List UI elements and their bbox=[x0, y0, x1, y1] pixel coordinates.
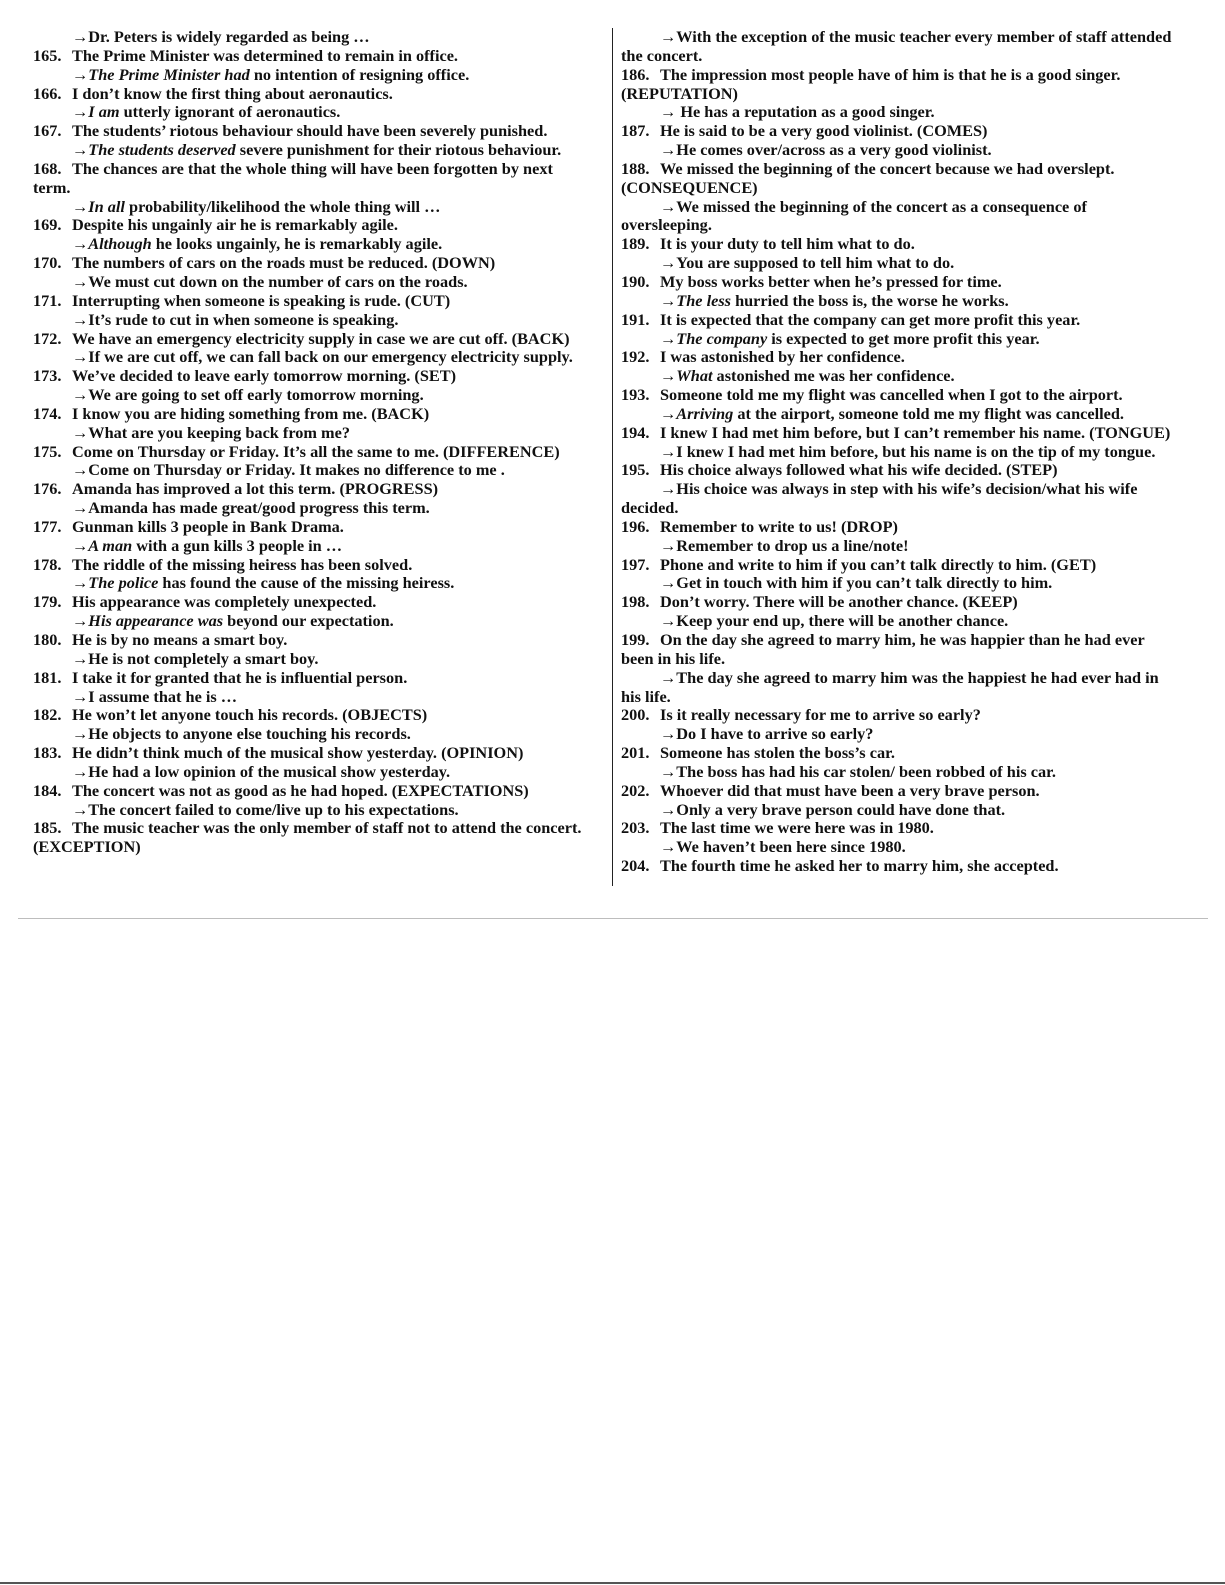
line-text: → bbox=[72, 611, 89, 631]
answer-line bbox=[33, 66, 593, 85]
line-text: Interrupting when someone is speaking is rude. (CUT) bbox=[72, 290, 451, 310]
answer-line bbox=[621, 669, 1187, 688]
answer-line bbox=[621, 537, 1187, 556]
line-text: →Only a very brave person could have done that. bbox=[660, 799, 1006, 819]
question-line bbox=[621, 386, 1187, 405]
question-line bbox=[33, 631, 593, 650]
question-number: 193. bbox=[621, 385, 650, 405]
line-text: The students’ riotous behaviour should have been severely punished. bbox=[72, 121, 548, 141]
line-text: with a gun kills 3 people in … bbox=[132, 535, 343, 555]
question-number: 192. bbox=[621, 347, 650, 367]
answer-line bbox=[33, 103, 593, 122]
question-line bbox=[621, 819, 1187, 838]
italic-text: Arriving bbox=[676, 403, 734, 423]
answer-line bbox=[621, 367, 1187, 386]
line-text: Someone told me my flight was cancelled when I got to the airport. bbox=[660, 385, 1123, 405]
line-text: →You are supposed to tell him what to do. bbox=[660, 253, 955, 273]
italic-text: The company bbox=[676, 328, 768, 348]
answer-line bbox=[33, 574, 593, 593]
line-text: He didn’t think much of the musical show yesterday. (OPINION) bbox=[72, 743, 524, 763]
question-line bbox=[621, 348, 1187, 367]
question-line bbox=[33, 556, 593, 575]
line-text: utterly ignorant of aeronautics. bbox=[119, 102, 341, 122]
answer-line bbox=[33, 28, 593, 47]
question-line bbox=[621, 235, 1187, 254]
question-number: 189. bbox=[621, 234, 650, 254]
line-text: is expected to get more profit this year. bbox=[767, 328, 1040, 348]
question-line bbox=[33, 160, 593, 179]
italic-text: Although bbox=[88, 234, 152, 254]
question-line bbox=[33, 292, 593, 311]
line-text: His appearance was completely unexpected. bbox=[72, 592, 377, 612]
question-line bbox=[621, 556, 1187, 575]
question-line bbox=[621, 593, 1187, 612]
answer-line bbox=[33, 141, 593, 160]
question-number: 173. bbox=[33, 366, 62, 386]
line-text: → bbox=[72, 102, 89, 122]
line-text: decided. bbox=[621, 498, 679, 518]
answer-line bbox=[33, 348, 593, 367]
question-number: 200. bbox=[621, 705, 650, 725]
line-text: → bbox=[72, 573, 89, 593]
line-text: On the day she agreed to marry him, he was happier than he had ever bbox=[660, 630, 1145, 649]
line-text: →With the exception of the music teacher every member of staff attended bbox=[660, 27, 1172, 46]
line-text: We have an emergency electricity supply in case we are cut off. (BACK) bbox=[72, 328, 570, 348]
line-text: I was astonished by her confidence. bbox=[660, 347, 905, 367]
line-text: My boss works better when he’s pressed for time. bbox=[660, 271, 1002, 291]
question-line bbox=[33, 706, 593, 725]
line-text: (EXCEPTION) bbox=[33, 837, 141, 857]
question-line bbox=[33, 85, 593, 104]
question-number: 199. bbox=[621, 630, 650, 649]
line-text: at the airport, someone told me my flight was cancelled. bbox=[733, 403, 1124, 423]
continuation-line bbox=[621, 47, 1187, 66]
line-text: Don’t worry. There will be another chance. (KEEP) bbox=[660, 592, 1018, 612]
answer-line bbox=[33, 386, 593, 405]
question-number: 172. bbox=[33, 328, 62, 348]
line-text: →We haven’t been here since 1980. bbox=[660, 837, 906, 857]
continuation-line bbox=[33, 179, 593, 198]
answer-line bbox=[621, 330, 1187, 349]
answer-line bbox=[33, 198, 593, 217]
italic-text: The students deserved bbox=[88, 140, 236, 160]
question-line bbox=[33, 254, 593, 273]
answer-line bbox=[621, 612, 1187, 631]
answer-line bbox=[33, 688, 593, 707]
column-divider bbox=[612, 28, 613, 886]
line-text: Is it really necessary for me to arrive so early? bbox=[660, 705, 981, 725]
line-text: Come on Thursday or Friday. It’s all the same to me. (DIFFERENCE) bbox=[72, 441, 560, 461]
line-text: → bbox=[660, 328, 677, 348]
line-text: Amanda has improved a lot this term. (PROGRESS) bbox=[72, 479, 439, 499]
italic-text: The police bbox=[88, 573, 159, 593]
line-text: → bbox=[72, 196, 89, 216]
answer-line bbox=[621, 141, 1187, 160]
question-line bbox=[33, 443, 593, 462]
line-text: (CONSEQUENCE) bbox=[621, 177, 758, 197]
line-text: →Dr. Peters is widely regarded as being … bbox=[72, 27, 370, 46]
line-text: →We must cut down on the number of cars on the roads. bbox=[72, 271, 468, 291]
question-number: 182. bbox=[33, 705, 62, 725]
question-line bbox=[33, 216, 593, 235]
line-text: →We are going to set off early tomorrow morning. bbox=[72, 385, 424, 405]
line-text: His choice always followed what his wife decided. (STEP) bbox=[660, 460, 1058, 480]
question-number: 203. bbox=[621, 818, 650, 838]
question-line bbox=[33, 330, 593, 349]
line-text: →His choice was always in step with his wife’s decision/what his wife bbox=[660, 479, 1138, 499]
line-text: I take it for granted that he is influential person. bbox=[72, 667, 408, 687]
line-text: Despite his ungainly air he is remarkably agile. bbox=[72, 215, 398, 235]
line-text: →He is not completely a smart boy. bbox=[72, 648, 319, 668]
question-line bbox=[33, 47, 593, 66]
line-text: probability/likelihood the whole thing will … bbox=[124, 196, 441, 216]
question-line bbox=[621, 782, 1187, 801]
question-number: 166. bbox=[33, 83, 62, 103]
line-text: severe punishment for their riotous behaviour. bbox=[235, 140, 562, 160]
answer-line bbox=[621, 103, 1187, 122]
question-number: 167. bbox=[33, 121, 62, 141]
answer-line bbox=[621, 725, 1187, 744]
answer-line bbox=[621, 292, 1187, 311]
question-number: 178. bbox=[33, 554, 62, 574]
italic-text: The less bbox=[676, 290, 731, 310]
line-text: →The boss has had his car stolen/ been robbed of his car. bbox=[660, 761, 1056, 781]
question-line bbox=[33, 480, 593, 499]
line-text: →Keep your end up, there will be another chance. bbox=[660, 611, 1009, 631]
italic-text: In all bbox=[88, 196, 125, 216]
question-line bbox=[33, 518, 593, 537]
answer-line bbox=[621, 198, 1187, 217]
question-number: 176. bbox=[33, 479, 62, 499]
answer-line bbox=[33, 537, 593, 556]
question-number: 186. bbox=[621, 64, 650, 84]
line-text: Remember to write to us! (DROP) bbox=[660, 516, 898, 536]
line-text: → He has a reputation as a good singer. bbox=[660, 102, 935, 122]
question-line bbox=[621, 518, 1187, 537]
question-line bbox=[33, 405, 593, 424]
question-number: 169. bbox=[33, 215, 62, 235]
line-text: no intention of resigning office. bbox=[249, 64, 470, 84]
answer-line bbox=[621, 405, 1187, 424]
line-text: the concert. bbox=[621, 45, 703, 65]
question-number: 179. bbox=[33, 592, 62, 612]
page-bottom-border bbox=[0, 1582, 1225, 1584]
line-text: → bbox=[660, 403, 677, 423]
question-number: 177. bbox=[33, 516, 62, 536]
question-number: 196. bbox=[621, 516, 650, 536]
italic-text: The Prime Minister had bbox=[88, 64, 250, 84]
line-text: → bbox=[72, 140, 89, 160]
question-line bbox=[33, 744, 593, 763]
line-text: →I assume that he is … bbox=[72, 686, 238, 706]
question-number: 197. bbox=[621, 554, 650, 574]
answer-line bbox=[33, 499, 593, 518]
line-text: he looks ungainly, he is remarkably agile. bbox=[151, 234, 443, 254]
question-number: 170. bbox=[33, 253, 62, 273]
continuation-line bbox=[621, 499, 1187, 518]
line-text: →He comes over/across as a very good violinist. bbox=[660, 140, 992, 160]
question-number: 175. bbox=[33, 441, 62, 461]
question-line bbox=[33, 367, 593, 386]
question-line bbox=[33, 782, 593, 801]
italic-text: I am bbox=[88, 102, 120, 122]
question-number: 187. bbox=[621, 121, 650, 141]
answer-line bbox=[621, 801, 1187, 820]
line-text: Someone has stolen the boss’s car. bbox=[660, 743, 895, 763]
line-text: →The concert failed to come/live up to his expectations. bbox=[72, 799, 459, 819]
line-text: hurried the boss is, the worse he works. bbox=[731, 290, 1009, 310]
line-text: The fourth time he asked her to marry him, she accepted. bbox=[660, 856, 1059, 876]
question-number: 191. bbox=[621, 309, 650, 329]
question-number: 171. bbox=[33, 290, 62, 310]
line-text: He is said to be a very good violinist. (COMES) bbox=[660, 121, 988, 141]
question-number: 190. bbox=[621, 271, 650, 291]
question-number: 180. bbox=[33, 630, 62, 649]
question-line bbox=[33, 819, 593, 838]
line-text: The chances are that the whole thing will have been forgotten by next bbox=[72, 158, 553, 178]
answer-line bbox=[33, 311, 593, 330]
question-number: 181. bbox=[33, 667, 62, 687]
answer-line bbox=[621, 480, 1187, 499]
question-line bbox=[621, 857, 1187, 876]
right-column bbox=[621, 28, 1187, 876]
line-text: The music teacher was the only member of staff not to attend the concert. bbox=[72, 818, 582, 838]
answer-line bbox=[621, 28, 1187, 47]
line-text: Whoever did that must have been a very brave person. bbox=[660, 780, 1040, 800]
line-text: has found the cause of the missing heiress. bbox=[158, 573, 455, 593]
continuation-line bbox=[621, 179, 1187, 198]
answer-line bbox=[621, 443, 1187, 462]
line-text: He won’t let anyone touch his records. (OBJECTS) bbox=[72, 705, 428, 725]
line-text: →What are you keeping back from me? bbox=[72, 422, 350, 442]
line-text: We missed the beginning of the concert because we had overslept. bbox=[660, 158, 1115, 178]
question-line bbox=[33, 593, 593, 612]
line-text: →Do I have to arrive so early? bbox=[660, 724, 874, 744]
continuation-line bbox=[621, 216, 1187, 235]
continuation-line bbox=[33, 838, 593, 857]
line-text: →He objects to anyone else touching his records. bbox=[72, 724, 411, 744]
question-number: 188. bbox=[621, 158, 650, 178]
question-line bbox=[621, 631, 1187, 650]
answer-line bbox=[33, 612, 593, 631]
line-text: The riddle of the missing heiress has been solved. bbox=[72, 554, 413, 574]
line-text: We’ve decided to leave early tomorrow morning. (SET) bbox=[72, 366, 457, 386]
question-number: 184. bbox=[33, 780, 62, 800]
line-text: It is your duty to tell him what to do. bbox=[660, 234, 915, 254]
question-line bbox=[33, 669, 593, 688]
line-text: beyond our expectation. bbox=[223, 611, 394, 631]
question-number: 202. bbox=[621, 780, 650, 800]
question-number: 195. bbox=[621, 460, 650, 480]
question-line bbox=[621, 273, 1187, 292]
answer-line bbox=[33, 763, 593, 782]
question-line bbox=[621, 160, 1187, 179]
page-rule bbox=[18, 918, 1208, 919]
line-text: →Amanda has made great/good progress this term. bbox=[72, 498, 430, 518]
line-text: The impression most people have of him is that he is a good singer. bbox=[660, 64, 1121, 84]
question-number: 185. bbox=[33, 818, 62, 838]
line-text: →Get in touch with him if you can’t talk directly to him. bbox=[660, 573, 1053, 593]
line-text: → bbox=[660, 366, 677, 386]
answer-line bbox=[33, 650, 593, 669]
line-text: term. bbox=[33, 177, 71, 197]
question-line bbox=[621, 122, 1187, 141]
line-text: → bbox=[660, 290, 677, 310]
line-text: been in his life. bbox=[621, 648, 726, 668]
line-text: oversleeping. bbox=[621, 215, 712, 235]
question-line bbox=[621, 744, 1187, 763]
question-number: 198. bbox=[621, 592, 650, 612]
line-text: →Come on Thursday or Friday. It makes no difference to me . bbox=[72, 460, 505, 480]
question-line bbox=[621, 424, 1187, 443]
line-text: He is by no means a smart boy. bbox=[72, 630, 288, 649]
answer-line bbox=[33, 801, 593, 820]
line-text: → bbox=[72, 234, 89, 254]
question-number: 204. bbox=[621, 856, 650, 876]
line-text: astonished me was her confidence. bbox=[712, 366, 955, 386]
question-number: 168. bbox=[33, 158, 62, 178]
italic-text: What bbox=[676, 366, 713, 386]
answer-line bbox=[621, 574, 1187, 593]
line-text: → bbox=[72, 64, 89, 84]
question-line bbox=[621, 461, 1187, 480]
question-number: 201. bbox=[621, 743, 650, 763]
question-line bbox=[621, 706, 1187, 725]
question-number: 194. bbox=[621, 422, 650, 442]
line-text: Gunman kills 3 people in Bank Drama. bbox=[72, 516, 344, 536]
question-line bbox=[621, 66, 1187, 85]
line-text: Phone and write to him if you can’t talk directly to him. (GET) bbox=[660, 554, 1097, 574]
line-text: →The day she agreed to marry him was the happiest he had ever had in bbox=[660, 667, 1159, 687]
line-text: →If we are cut off, we can fall back on our emergency electricity supply. bbox=[72, 347, 573, 367]
line-text: →Remember to drop us a line/note! bbox=[660, 535, 909, 555]
question-line bbox=[621, 311, 1187, 330]
answer-line bbox=[621, 838, 1187, 857]
line-text: his life. bbox=[621, 686, 671, 706]
continuation-line bbox=[621, 650, 1187, 669]
question-number: 165. bbox=[33, 45, 62, 65]
line-text: →I knew I had met him before, but his name is on the tip of my tongue. bbox=[660, 441, 1156, 461]
line-text: (REPUTATION) bbox=[621, 83, 738, 103]
line-text: →He had a low opinion of the musical show yesterday. bbox=[72, 761, 451, 781]
line-text: I know you are hiding something from me. (BACK) bbox=[72, 403, 430, 423]
line-text: →It’s rude to cut in when someone is speaking. bbox=[72, 309, 399, 329]
answer-line bbox=[621, 763, 1187, 782]
italic-text: His appearance was bbox=[88, 611, 224, 631]
line-text: The numbers of cars on the roads must be reduced. (DOWN) bbox=[72, 253, 496, 273]
line-text: The Prime Minister was determined to remain in office. bbox=[72, 45, 458, 65]
answer-line bbox=[33, 725, 593, 744]
answer-line bbox=[33, 424, 593, 443]
line-text: →We missed the beginning of the concert as a consequence of bbox=[660, 196, 1087, 216]
answer-line bbox=[33, 461, 593, 480]
continuation-line bbox=[621, 85, 1187, 104]
line-text: The concert was not as good as he had hoped. (EXPECTATIONS) bbox=[72, 780, 529, 800]
line-text: I knew I had met him before, but I can’t remember his name. (TONGUE) bbox=[660, 422, 1171, 442]
italic-text: A man bbox=[88, 535, 133, 555]
line-text: → bbox=[72, 535, 89, 555]
line-text: I don’t know the first thing about aeronautics. bbox=[72, 83, 393, 103]
question-line bbox=[33, 122, 593, 141]
line-text: The last time we were here was in 1980. bbox=[660, 818, 934, 838]
answer-line bbox=[621, 254, 1187, 273]
left-column bbox=[33, 28, 593, 857]
question-number: 174. bbox=[33, 403, 62, 423]
continuation-line bbox=[621, 688, 1187, 707]
question-number: 183. bbox=[33, 743, 62, 763]
line-text: It is expected that the company can get more profit this year. bbox=[660, 309, 1081, 329]
answer-line bbox=[33, 235, 593, 254]
answer-line bbox=[33, 273, 593, 292]
